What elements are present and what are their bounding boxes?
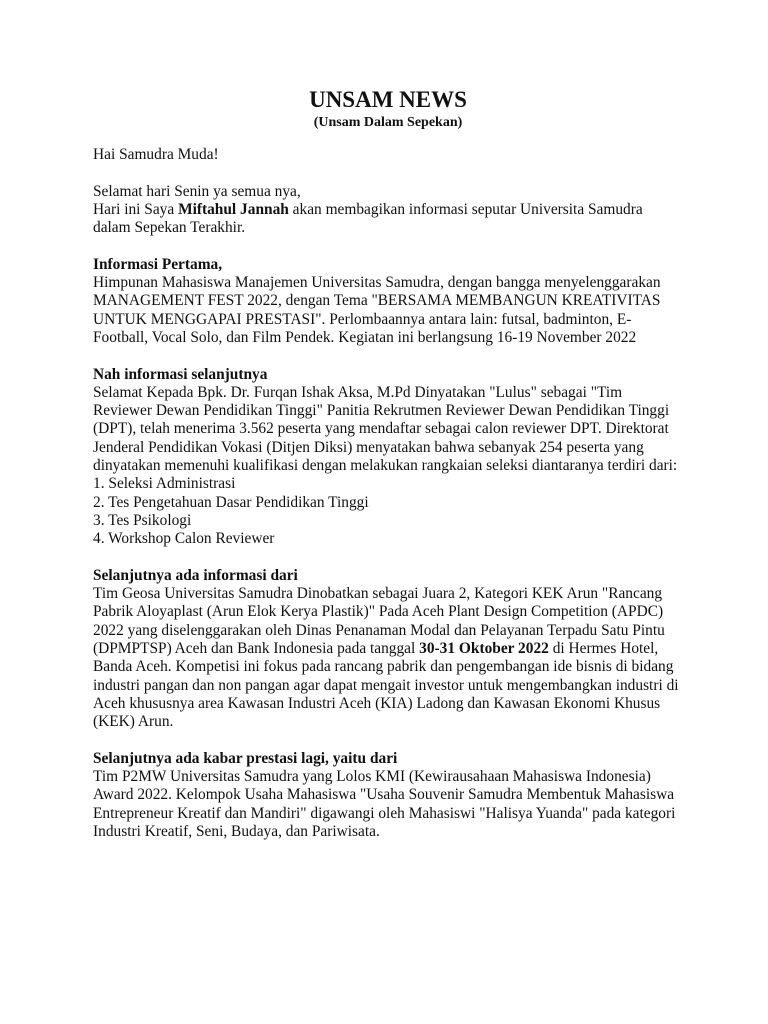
list-item: 3. Tes Psikologi — [93, 511, 192, 529]
page-title: UNSAM NEWS — [309, 87, 467, 112]
intro-post: akan membagikan informasi seputar Universita Samudra dalam Sepekan Terakhir. — [93, 200, 643, 237]
section-3-body-post: di Hermes Hotel, Banda Aceh. Kompetisi ini fokus pada rancang pabrik dan pengembangan ide bisnis di bidang industri pangan dan non pangan agar dapat mengait investor untuk mengembangkan industri di Aceh khususnya area Kawasan Industri Aceh (KIA) Ladong dan Kawasan Ekonomi Khusus (KEK) Arun. — [93, 640, 679, 731]
section-2-heading: Nah informasi selanjutnya — [93, 365, 268, 383]
author-name: Miftahul Jannah — [178, 200, 289, 218]
section-1-body: Himpunan Mahasiswa Manajemen Universitas Samudra, dengan bangga menyelenggarakan MANAGEMENT FEST 2022, dengan Tema "BERSAMA MEMBANGUN KREATIVITAS UNTUK MENGGAPAI PRESTASI". Perlombaannya antara lain: futsal, badminton, E-Football, Vocal Solo, dan Film Pendek. Kegiatan ini berlangsung 16-19 November 2022 — [93, 274, 661, 346]
section-2-body: Selamat Kepada Bpk. Dr. Furqan Ishak Aksa, M.Pd Dinyatakan "Lulus" sebagai "Tim Reviewer Dewan Pendidikan Tinggi" Panitia Rekrutmen Reviewer Dewan Pendidikan Tinggi (DPT), telah menerima 3.562 peserta yang mendaftar sebagai calon reviewer DPT. Direktorat Jenderal Pendidikan Vokasi (Ditjen Diksi) menyatakan bahwa sebanyak 254 peserta yang dinyatakan memenuhi kualifikasi dengan melakukan rangkaian seleksi diantaranya terdiri dari: — [93, 383, 678, 475]
section-3-body — [93, 585, 683, 731]
section-3-heading: Selanjutnya ada informasi dari — [93, 566, 298, 584]
event-date: 30-31 Oktober 2022 — [419, 640, 549, 658]
section-1-heading: Informasi Pertama, — [93, 255, 223, 273]
list-item: 1. Seleksi Administrasi — [93, 475, 236, 493]
section-3-body-pre: Tim Geosa Universitas Samudra Dinobatkan sebagai Juara 2, Kategori KEK Arun "Rancang Pabrik Aloyaplast (Arun Elok Kerya Plastik)" Pada Aceh Plant Design Competition (APDC) 2022 yang diselenggarakan oleh Dinas Penanaman Modal dan Pelayanan Terpadu Satu Pintu (DPMPTSP) Aceh dan Bank Indonesia pada tanggal — [93, 585, 665, 658]
list-item: 4. Workshop Calon Reviewer — [93, 530, 275, 548]
intro-line-1: Selamat hari Senin ya semua nya, — [93, 182, 301, 200]
document-content — [93, 86, 683, 841]
section-4-body: Tim P2MW Universitas Samudra yang Lolos KMI (Kewirausahaan Mahasiswa Indonesia) Award 2022. Kelompok Usaha Mahasiswa "Usaha Souvenir Samudra Membentuk Mahasiswa Entrepreneur Kreatif dan Mandiri" digawangi oleh Mahasiswi "Halisya Yuanda" pada kategori Industri Kreatif, Seni, Budaya, dan Pariwisata. — [93, 768, 676, 840]
list-item: 2. Tes Pengetahuan Dasar Pendidikan Tinggi — [93, 493, 369, 511]
intro-pre: Hari ini Saya — [93, 200, 179, 218]
selection-list — [93, 475, 683, 548]
page-subtitle: (Unsam Dalam Sepekan) — [313, 115, 463, 130]
greeting: Hai Samudra Muda! — [93, 146, 219, 163]
section-4-heading: Selanjutnya ada kabar prestasi lagi, yaitu dari — [93, 749, 398, 767]
intro-line-2 — [93, 201, 683, 238]
